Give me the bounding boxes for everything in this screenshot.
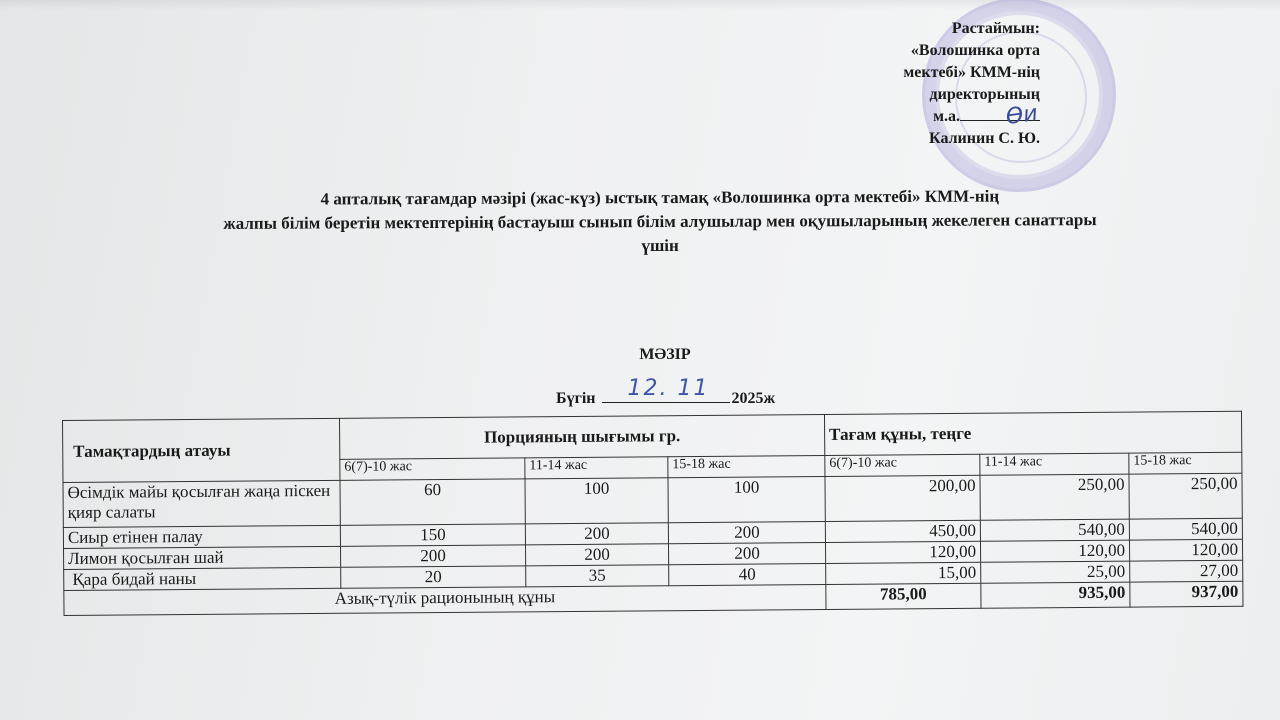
page-shadow (0, 0, 1280, 10)
cost-cell: 120,00 (980, 540, 1129, 562)
menu-table (62, 411, 1244, 616)
menu-table-wrapper (62, 411, 1244, 616)
dish-name: Сиыр етінен палау (63, 525, 340, 548)
menu-title: МӘЗІР (639, 346, 691, 363)
handwritten-date: 12. 11 (627, 376, 710, 401)
document-heading (40, 183, 1280, 260)
age-group-header: 15-18 жас (668, 456, 825, 478)
total-label: Азық-түлік рационының құны (64, 585, 826, 616)
cost-cell: 540,00 (1129, 518, 1242, 540)
portion-cell: 150 (340, 524, 525, 546)
portion-cell: 35 (526, 565, 669, 587)
date-suffix: 2025ж (731, 390, 776, 407)
dish-name: Қара бидай наны (64, 567, 341, 590)
heading-line-2: жалпы білім беретін мектептерінің бастауыш сынып білім алушылар мен оқушыларының жекелеген санаттары (223, 210, 1097, 233)
age-group-header: 15-18 жас (1129, 452, 1242, 474)
portion-cell: 100 (525, 478, 668, 524)
total-cost-cell: 937,00 (1130, 581, 1243, 607)
portion-cell: 200 (341, 545, 526, 567)
portion-cell: 200 (668, 543, 825, 565)
date-row (556, 376, 776, 408)
portion-cell: 40 (669, 564, 826, 586)
cost-cell: 250,00 (1129, 473, 1242, 519)
dish-name: Өсімдік майы қосылған жаңа піскен қияр салаты (63, 480, 340, 527)
approval-line-3: мектебі» КММ-нің (903, 64, 1040, 81)
handwritten-signature: Ѳи (1004, 100, 1040, 131)
col-header-portion: Порцияның шығымы гр. (339, 415, 824, 460)
cost-cell: 25,00 (981, 561, 1130, 583)
approval-line-4: директорының (929, 86, 1040, 103)
date-prefix: Бүгін (556, 390, 596, 407)
cost-cell: 540,00 (980, 519, 1129, 541)
cost-cell: 120,00 (825, 541, 980, 563)
date-blank (602, 376, 730, 403)
age-group-header: 11-14 жас (980, 453, 1129, 475)
cost-cell: 200,00 (825, 475, 980, 521)
portion-cell: 100 (668, 477, 825, 523)
cost-cell: 15,00 (826, 562, 981, 584)
cost-cell: 250,00 (980, 474, 1129, 520)
age-group-header: 6(7)-10 жас (825, 454, 980, 476)
col-header-cost: Тағам құны, теңге (824, 411, 1241, 455)
approval-line-6: Калинин С. Ю. (929, 130, 1040, 147)
heading-line-1: 4 апталық тағамдар мәзірі (жас-күз) ыстық тамақ «Волошинка орта мектебі» КММ-нің (320, 186, 1000, 209)
col-header-name: Тамақтардың атауы (63, 418, 340, 482)
approval-ma-prefix: м.а. (933, 108, 960, 125)
cost-cell: 450,00 (825, 520, 980, 542)
portion-cell: 20 (341, 566, 526, 588)
approval-line-1: Растаймын: (951, 20, 1040, 37)
cost-cell: 120,00 (1129, 539, 1242, 561)
total-cost-cell: 785,00 (826, 583, 981, 609)
portion-cell: 200 (525, 544, 668, 566)
approval-line-2: «Волошинка орта (910, 42, 1040, 59)
total-cost-cell: 935,00 (981, 582, 1130, 608)
approval-block (860, 18, 1040, 150)
cost-cell: 27,00 (1130, 560, 1243, 582)
portion-cell: 200 (525, 523, 668, 545)
age-group-header: 11-14 жас (525, 457, 668, 479)
portion-cell: 60 (340, 479, 525, 525)
heading-line-3: үшін (641, 235, 679, 256)
dish-name: Лимон қосылған шай (64, 546, 341, 569)
age-group-header: 6(7)-10 жас (340, 458, 525, 480)
portion-cell: 200 (668, 522, 825, 544)
